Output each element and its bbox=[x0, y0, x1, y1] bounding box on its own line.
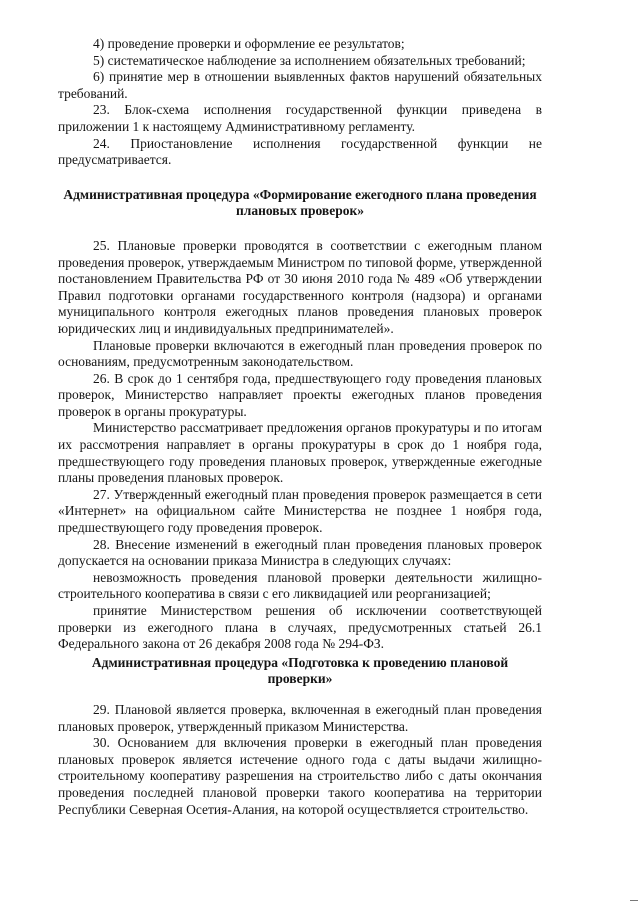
paragraph-24: 24. Приостановление исполнения государственной функции не предусматривается. bbox=[58, 135, 542, 168]
paragraph-23: 23. Блок-схема исполнения государственной функции приведена в приложении 1 к настоящему Административному регламенту. bbox=[58, 102, 542, 134]
document-body bbox=[58, 36, 542, 818]
spacer bbox=[58, 169, 542, 187]
paragraph-25-continued: Плановые проверки включаются в ежегодный план проведения проверок по основаниям, предусмотренным законодательством. bbox=[58, 337, 542, 370]
paragraph-25: 25. Плановые проверки проводятся в соответствии с ежегодным планом проведения проверок, утверждаемым Министром по типовой форме, утвержденной постановлением Правительства РФ от 30 июня 2010 года № 489 «Об утверждении Правил подготовки органами государственного контроля (надзора) и органами муниципального контроля ежегодных планов проведения плановых проверок юридических лиц и индивидуальных предпринимателей». bbox=[58, 237, 542, 336]
list-item-6: 6) принятие мер в отношении выявленных фактов нарушений обязательных требований. bbox=[58, 69, 542, 101]
paragraph-28: 28. Внесение изменений в ежегодный план проведения плановых проверок допускается на основании приказа Министра в следующих случаях: bbox=[58, 536, 542, 569]
spacer bbox=[58, 688, 542, 702]
paragraph-30: 30. Основанием для включения проверки в ежегодный план проведения плановых проверок является истечение одного года с даты выдачи жилищно-строительному кооперативу разрешения на строительство либо с даты окончания проведения последней плановой проверки такого кооператива на территории Республики Северная Осетия-Алания, на которой осуществляется строительство. bbox=[58, 735, 542, 817]
spacer bbox=[58, 220, 542, 238]
page-edge-mark bbox=[630, 900, 638, 901]
paragraph-28-case-1: невозможность проведения плановой проверки деятельности жилищно-строительного кооператива в связи с его ликвидацией или реорганизацией; bbox=[58, 569, 542, 602]
paragraph-26-continued: Министерство рассматривает предложения органов прокуратуры и по итогам их рассмотрения направляет в органы прокуратуры в срок до 1 ноября года, предшествующего году проведения плановых проверок, утвержденные ежегодные планы проведения плановых проверок. bbox=[58, 420, 542, 486]
section-heading-annual-plan: Административная процедура «Формирование ежегодного плана проведения плановых проверок» bbox=[63, 186, 537, 219]
list-item-4: 4) проведение проверки и оформление ее результатов; bbox=[93, 36, 405, 51]
paragraph-28-case-2: принятие Министерством решения об исключении соответствующей проверки из ежегодного плана в случаях, предусмотренных статьей 26.1 Федерального закона от 26 декабря 2008 года № 294-ФЗ. bbox=[58, 603, 542, 652]
list-item-5: 5) систематическое наблюдение за исполнением обязательных требований; bbox=[93, 52, 526, 68]
paragraph-27: 27. Утвержденный ежегодный план проведения проверок размещается в сети «Интернет» на официальном сайте Министерства не позднее 1 ноября года, предшествующего году проведения проверок. bbox=[58, 486, 542, 536]
paragraph-26: 26. В срок до 1 сентября года, предшествующего году проведения плановых проверок, Министерство направляет проекты ежегодных планов проведения проверок в органы прокуратуры. bbox=[58, 370, 542, 419]
section-heading-preparation: Административная процедура «Подготовка к проведению плановой проверки» bbox=[91, 654, 509, 687]
paragraph-29: 29. Плановой является проверка, включенная в ежегодный план проведения плановых проверок, утвержденный приказом Министерства. bbox=[58, 701, 542, 734]
